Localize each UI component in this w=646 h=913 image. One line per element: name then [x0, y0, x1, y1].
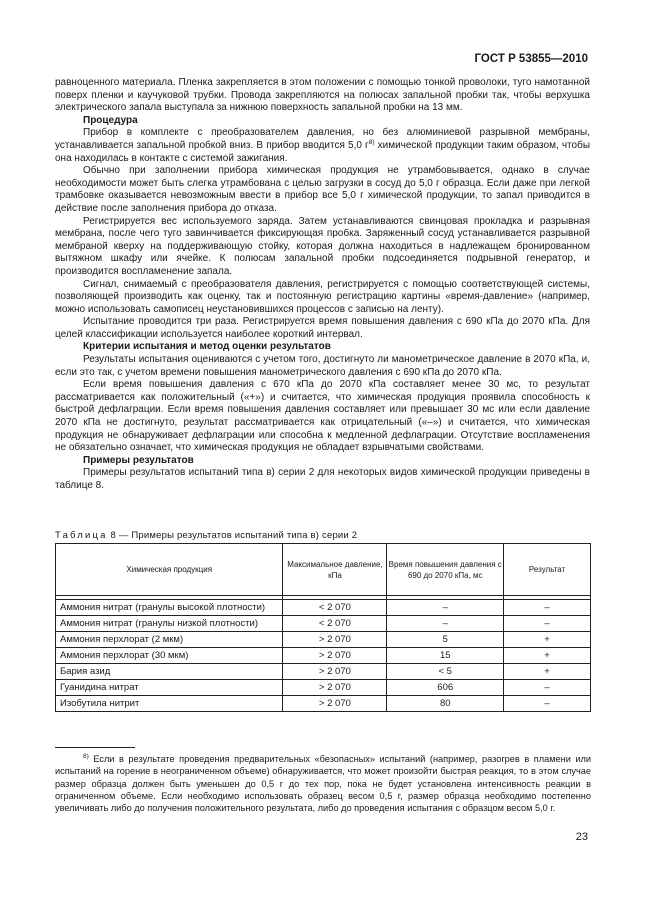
- footnote-text: Если в результате проведения предварительных «безопасных» испытаний (например, разогрев в пламени или испытаний на горение в неограниченном объеме) обнаруживается, что может произойти быстрая реакция, то в этом случае размер образца должен быть уменьшен до 0,5 г до тех пор, пока не будет установлена интенсивность реакции в ограниченном объеме. Если необходимо использовать образец весом 0,5 г, размер образца необходимо постепенно увеличивать либо до получения положительного результата, либо до проведения испытания с образцом весом 5,0 г.: [55, 754, 591, 814]
- cell-product: Аммония перхлорат (2 мкм): [56, 632, 283, 648]
- cell-product: Аммония перхлорат (30 мкм): [56, 648, 283, 664]
- paragraph-procedure-1: [55, 127, 590, 165]
- body-text: [55, 77, 590, 493]
- footnote-reference[interactable]: 8): [368, 138, 375, 146]
- cell-max-pressure: < 2 070: [283, 600, 387, 616]
- cell-max-pressure: < 2 070: [283, 616, 387, 632]
- cell-product: Аммония нитрат (гранулы низкой плотности): [56, 616, 283, 632]
- table-row: [56, 680, 591, 696]
- cell-result: –: [504, 680, 591, 696]
- table-row: [56, 632, 591, 648]
- heading-criteria: Критерии испытания и метод оценки результатов: [83, 341, 331, 353]
- cell-rise-time: 5: [387, 632, 504, 648]
- cell-max-pressure: > 2 070: [283, 696, 387, 712]
- table-caption-word: Таблица: [55, 530, 108, 541]
- table-caption-text: 8 — Примеры результатов испытаний типа в) серии 2: [107, 530, 358, 541]
- paragraph-procedure-5: Испытание проводится три раза. Регистрируется время повышения давления с 690 кПа до 2070 кПа. Для целей классификации используется наиболее короткий интервал.: [55, 316, 590, 340]
- cell-result: –: [504, 616, 591, 632]
- results-table: [55, 543, 591, 712]
- cell-rise-time: 606: [387, 680, 504, 696]
- cell-max-pressure: > 2 070: [283, 664, 387, 680]
- table-header-row: [56, 544, 591, 596]
- cell-rise-time: 80: [387, 696, 504, 712]
- footnote-divider: [55, 747, 135, 748]
- cell-rise-time: 15: [387, 648, 504, 664]
- paragraph-criteria-2: Если время повышения давления с 670 кПа до 2070 кПа составляет менее 30 мс, то результат рассматривается как положительный («+») и считается, что химическая продукция проявила способность к быстрой дефлаграции. Если время повышения давления составляет или превышает 30 мс или если давление 2070 кПа не достигнуто, результат рассматривается как отрицательный («–») и считается, что химическая продукция не обнаруживает дефлаграции или способна к медленной дефлаграции. Отсутствие воспламенения не обязательно означает, что химическая продукция не обладает взрывчатыми свойствами.: [55, 379, 590, 454]
- cell-result: +: [504, 632, 591, 648]
- paragraph-procedure-2: Обычно при заполнении прибора химическая продукция не утрамбовывается, однако в случае необходимости может быть слегка утрамбована с целью загрузки в сосуд до 5,0 г образца. Если даже при легкой трамбовке оказывается невозможным ввести в прибор все 5,0 г химической продукции, то запал приводится в действие после заполнения прибора до отказа.: [55, 165, 590, 214]
- standard-header: ГОСТ Р 53855—2010: [474, 53, 588, 65]
- cell-result: +: [504, 648, 591, 664]
- paragraph-criteria-1: Результаты испытания оцениваются с учетом того, достигнуто ли манометрическое давление в 2070 кПа, и, если это так, с учетом времени повышения манометрического давления с 690 кПа до 2070 кПа.: [55, 354, 590, 378]
- heading-examples: Примеры результатов: [83, 454, 194, 466]
- cell-result: –: [504, 600, 591, 616]
- cell-max-pressure: > 2 070: [283, 632, 387, 648]
- cell-product: Бария азид: [56, 664, 283, 680]
- cell-result: +: [504, 664, 591, 680]
- footnote-marker: 8): [83, 753, 89, 760]
- table-row: [56, 648, 591, 664]
- paragraph-procedure-1-tail: химической продукции таким образом, чтобы она находилась в контакте с системой зажигания.: [55, 139, 591, 164]
- cell-rise-time: –: [387, 616, 504, 632]
- cell-max-pressure: > 2 070: [283, 680, 387, 696]
- paragraph-procedure-4: Сигнал, снимаемый с преобразователя давления, регистрируется с помощью соответствующей системы, позволяющей производить как оценку, так и постоянную регистрацию картины «время-давление» (например, можно использовать самописец неустановившихся процессов с записью на ленту).: [55, 278, 590, 315]
- table-row: [56, 616, 591, 632]
- table-row: [56, 664, 591, 680]
- header-rise-time: Время повышения давления с 690 до 2070 кПа, мс: [387, 544, 504, 596]
- heading-procedure: Процедура: [83, 114, 138, 126]
- cell-result: –: [504, 696, 591, 712]
- paragraph-procedure-1-text: Прибор в комплекте с преобразователем давления, но без алюминиевой разрывной мембраны, устанавливается запальной пробкой вниз. В прибор вводится 5,0 г: [55, 127, 590, 151]
- cell-rise-time: –: [387, 600, 504, 616]
- cell-product: Аммония нитрат (гранулы высокой плотности): [56, 600, 283, 616]
- page-number: 23: [575, 831, 588, 843]
- table-row: [56, 696, 591, 712]
- paragraph-continued: равноценного материала. Пленка закрепляется в этом положении с помощью тонкой проволоки, туго намотанной поверх пленки и каучуковой трубки. Провода закрепляются на полюсах запальной пробки так, чтобы верхушка электрического запала выступала за нижнюю поверхность запальной пробки на 13 мм.: [55, 77, 590, 114]
- cell-max-pressure: > 2 070: [283, 648, 387, 664]
- header-max-pressure: Максимальное давление, кПа: [283, 544, 387, 596]
- paragraph-procedure-3: Регистрируется вес используемого заряда. Затем устанавливаются свинцовая прокладка и разрывная мембрана, после чего туго завинчивается фиксирующая пробка. Заряженный сосуд устанавливается разрывной мембраной кверху на поддерживающую стойку, которая должна находиться в надлежащем бронированном вытяжном шкафу или ячейке. К полюсам запальной пробки подсоединяется подрывной генератор, и производится воспламенение запала.: [55, 215, 590, 277]
- footnote: [55, 753, 591, 814]
- header-product: Химическая продукция: [56, 544, 283, 596]
- cell-rise-time: < 5: [387, 664, 504, 680]
- paragraph-examples: Примеры результатов испытаний типа в) серии 2 для некоторых видов химической продукции приведены в таблице 8.: [55, 467, 590, 491]
- table-row: [56, 600, 591, 616]
- header-result: Результат: [504, 544, 591, 596]
- table-caption: [55, 530, 357, 541]
- cell-product: Гуанидина нитрат: [56, 680, 283, 696]
- cell-product: Изобутила нитрит: [56, 696, 283, 712]
